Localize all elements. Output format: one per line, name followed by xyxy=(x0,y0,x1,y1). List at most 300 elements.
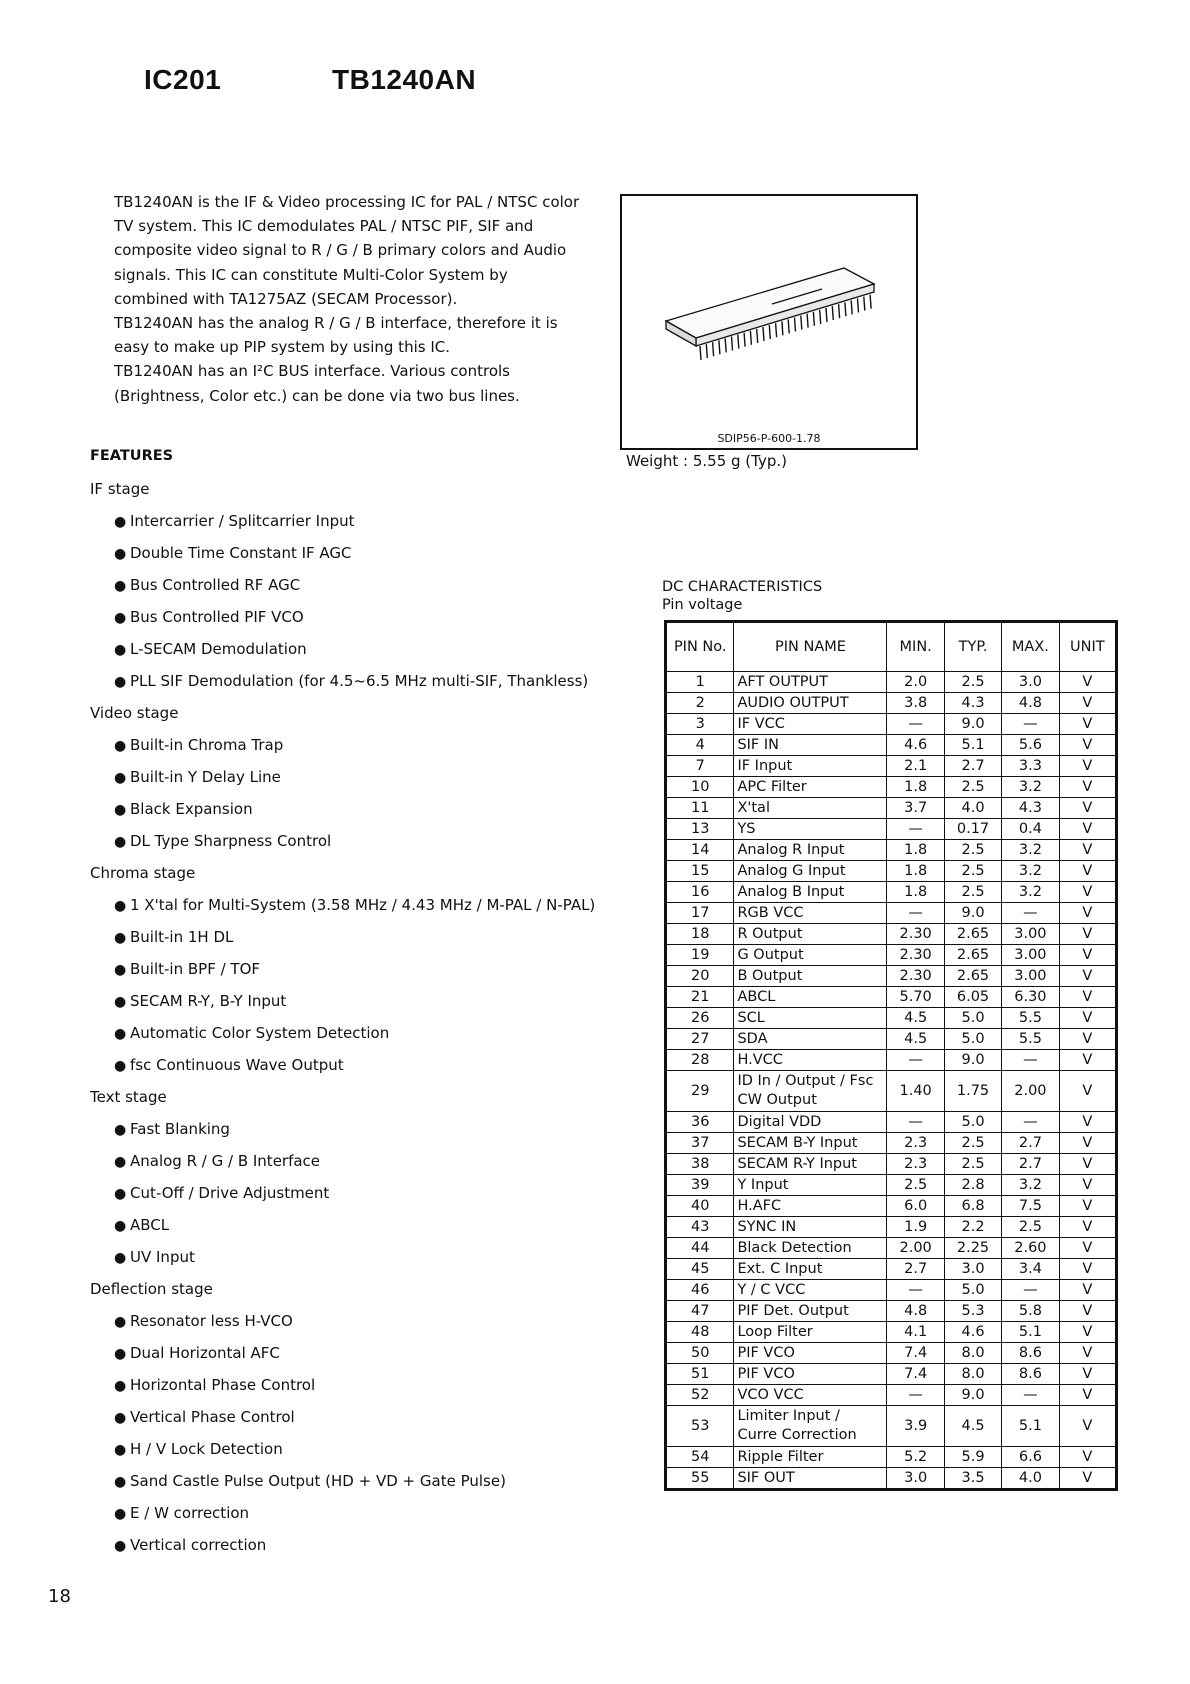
table-row xyxy=(666,1217,1117,1238)
feature-item-text: H / V Lock Detection xyxy=(130,1440,283,1458)
table-cell: — xyxy=(1002,714,1059,735)
table-cell: 4.0 xyxy=(1002,1468,1059,1490)
table-cell: 20 xyxy=(666,966,734,987)
bullet-icon: ● xyxy=(114,834,127,850)
table-cell: 37 xyxy=(666,1133,734,1154)
table-cell: V xyxy=(1059,1196,1116,1217)
table-cell: — xyxy=(887,1050,944,1071)
table-cell: 2.5 xyxy=(944,1154,1001,1175)
bullet-icon: ● xyxy=(114,802,127,818)
table-cell: 2.30 xyxy=(887,945,944,966)
table-cell: 4.6 xyxy=(887,735,944,756)
table-cell: 5.1 xyxy=(944,735,1001,756)
feature-item-text: UV Input xyxy=(130,1248,195,1266)
table-cell: 11 xyxy=(666,798,734,819)
table-cell: — xyxy=(887,819,944,840)
bullet-icon: ● xyxy=(114,1506,127,1522)
table-cell: 53 xyxy=(666,1406,734,1447)
table-cell: H.VCC xyxy=(734,1050,887,1071)
feature-item xyxy=(90,1310,650,1342)
feature-item xyxy=(90,606,650,638)
intro-paragraph: TB1240AN is the IF & Video processing IC for PAL / NTSC color TV system. This IC demodulates PAL / NTSC PIF, SIF and composite video signal to R / G / B primary colors and Audio signals. This IC can constitute Multi-Color System by combined with TA1275AZ (SECAM Processor). xyxy=(114,193,580,308)
table-cell: Y / C VCC xyxy=(734,1280,887,1301)
table-cell: V xyxy=(1059,1406,1116,1447)
table-cell: APC Filter xyxy=(734,777,887,798)
table-cell: 3.5 xyxy=(944,1468,1001,1490)
table-cell: 3.2 xyxy=(1002,861,1059,882)
bullet-icon: ● xyxy=(114,578,127,594)
table-cell: B Output xyxy=(734,966,887,987)
table-cell: 7 xyxy=(666,756,734,777)
intro-text xyxy=(114,190,584,408)
table-cell: 3.0 xyxy=(1002,672,1059,693)
feature-item-text: Horizontal Phase Control xyxy=(130,1376,316,1394)
table-cell: 1.8 xyxy=(887,861,944,882)
table-row xyxy=(666,924,1117,945)
col-unit: UNIT xyxy=(1059,622,1116,672)
table-cell: 2.65 xyxy=(944,966,1001,987)
table-row xyxy=(666,987,1117,1008)
feature-stage-heading: IF stage xyxy=(90,480,150,498)
col-pin-name: PIN NAME xyxy=(734,622,887,672)
table-cell: 5.1 xyxy=(1002,1406,1059,1447)
table-cell: AUDIO OUTPUT xyxy=(734,693,887,714)
table-cell: 5.70 xyxy=(887,987,944,1008)
feature-item-text: SECAM R-Y, B-Y Input xyxy=(130,992,287,1010)
table-cell: PIF VCO xyxy=(734,1343,887,1364)
table-cell: 9.0 xyxy=(944,714,1001,735)
table-row xyxy=(666,1175,1117,1196)
dip-package-icon xyxy=(622,196,916,426)
feature-item-text: Automatic Color System Detection xyxy=(130,1024,390,1042)
table-cell: 40 xyxy=(666,1196,734,1217)
feature-item-text: Vertical correction xyxy=(130,1536,267,1554)
bullet-icon: ● xyxy=(114,1058,127,1074)
table-cell: 50 xyxy=(666,1343,734,1364)
table-cell: V xyxy=(1059,966,1116,987)
table-cell: V xyxy=(1059,924,1116,945)
features-heading: FEATURES xyxy=(90,448,174,464)
table-row xyxy=(666,1280,1117,1301)
bullet-icon: ● xyxy=(114,1474,127,1490)
table-cell: 3.0 xyxy=(887,1468,944,1490)
table-cell: 3.0 xyxy=(944,1259,1001,1280)
table-cell: Ext. C Input xyxy=(734,1259,887,1280)
table-cell: V xyxy=(1059,1364,1116,1385)
feature-item xyxy=(90,1502,650,1534)
feature-item-text: Intercarrier / Splitcarrier Input xyxy=(130,512,355,530)
table-cell: 4 xyxy=(666,735,734,756)
table-cell: V xyxy=(1059,1385,1116,1406)
table-cell: V xyxy=(1059,777,1116,798)
feature-item-text: fsc Continuous Wave Output xyxy=(130,1056,344,1074)
feature-item-text: Resonator less H-VCO xyxy=(130,1312,293,1330)
table-row xyxy=(666,903,1117,924)
bullet-icon: ● xyxy=(114,930,127,946)
table-cell: 36 xyxy=(666,1112,734,1133)
table-cell: V xyxy=(1059,1238,1116,1259)
table-cell: 1.8 xyxy=(887,777,944,798)
feature-item xyxy=(90,894,650,926)
feature-item xyxy=(90,830,650,862)
table-cell: — xyxy=(887,1385,944,1406)
table-cell: 5.2 xyxy=(887,1447,944,1468)
table-cell: 2.0 xyxy=(887,672,944,693)
feature-item-text: PLL SIF Demodulation (for 4.5~6.5 MHz multi-SIF, Thankless) xyxy=(130,672,589,690)
table-row xyxy=(666,945,1117,966)
table-row xyxy=(666,735,1117,756)
table-cell: 39 xyxy=(666,1175,734,1196)
table-row xyxy=(666,966,1117,987)
feature-item xyxy=(90,1214,650,1246)
part-number: TB1240AN xyxy=(332,64,477,95)
table-cell: 5.5 xyxy=(1002,1029,1059,1050)
feature-item-text: 1 X'tal for Multi-System (3.58 MHz / 4.43 MHz / M-PAL / N-PAL) xyxy=(130,896,596,914)
table-cell: Ripple Filter xyxy=(734,1447,887,1468)
feature-item-text: Analog R / G / B Interface xyxy=(130,1152,321,1170)
table-cell: V xyxy=(1059,1071,1116,1112)
feature-stage-heading: Video stage xyxy=(90,704,179,722)
table-cell: 9.0 xyxy=(944,903,1001,924)
feature-item-text: DL Type Sharpness Control xyxy=(130,832,332,850)
table-cell: 46 xyxy=(666,1280,734,1301)
table-cell: YS xyxy=(734,819,887,840)
table-cell: V xyxy=(1059,882,1116,903)
package-weight: Weight : 5.55 g (Typ.) xyxy=(626,452,788,470)
table-cell: ID In / Output / Fsc CW Output xyxy=(734,1071,887,1112)
table-cell: SDA xyxy=(734,1029,887,1050)
table-cell: 3.9 xyxy=(887,1406,944,1447)
table-row xyxy=(666,693,1117,714)
table-cell: 5.0 xyxy=(944,1008,1001,1029)
table-cell: SECAM R-Y Input xyxy=(734,1154,887,1175)
bullet-icon: ● xyxy=(114,1538,127,1554)
table-row xyxy=(666,1385,1117,1406)
table-cell: 0.17 xyxy=(944,819,1001,840)
table-cell: IF VCC xyxy=(734,714,887,735)
table-row xyxy=(666,1238,1117,1259)
bullet-icon: ● xyxy=(114,1410,127,1426)
dc-heading xyxy=(662,578,822,614)
feature-stage-heading: Deflection stage xyxy=(90,1280,213,1298)
feature-item-text: Double Time Constant IF AGC xyxy=(130,544,352,562)
table-row xyxy=(666,777,1117,798)
table-cell: V xyxy=(1059,1029,1116,1050)
bullet-icon: ● xyxy=(114,1154,127,1170)
bullet-icon: ● xyxy=(114,1314,127,1330)
table-cell: Analog G Input xyxy=(734,861,887,882)
table-cell: IF Input xyxy=(734,756,887,777)
table-cell: 6.30 xyxy=(1002,987,1059,1008)
table-cell: 4.0 xyxy=(944,798,1001,819)
feature-item xyxy=(90,1470,650,1502)
table-cell: — xyxy=(1002,1050,1059,1071)
feature-item-text: ABCL xyxy=(130,1216,170,1234)
table-cell: — xyxy=(1002,903,1059,924)
feature-item-text: Bus Controlled PIF VCO xyxy=(130,608,304,626)
feature-item xyxy=(90,990,650,1022)
feature-item xyxy=(90,510,650,542)
table-cell: 4.5 xyxy=(887,1029,944,1050)
table-cell: 6.05 xyxy=(944,987,1001,1008)
feature-item xyxy=(90,542,650,574)
feature-item xyxy=(90,1022,650,1054)
bullet-icon: ● xyxy=(114,642,127,658)
feature-item-text: Cut-Off / Drive Adjustment xyxy=(130,1184,330,1202)
table-cell: 1.75 xyxy=(944,1071,1001,1112)
table-cell: 15 xyxy=(666,861,734,882)
pin-voltage-table xyxy=(664,620,1118,1491)
table-cell: 4.5 xyxy=(944,1406,1001,1447)
table-cell: 47 xyxy=(666,1301,734,1322)
table-row xyxy=(666,1050,1117,1071)
table-cell: G Output xyxy=(734,945,887,966)
table-row xyxy=(666,1071,1117,1112)
table-cell: 13 xyxy=(666,819,734,840)
feature-item xyxy=(90,670,650,702)
feature-item xyxy=(90,1246,650,1278)
table-cell: ABCL xyxy=(734,987,887,1008)
table-cell: 2.5 xyxy=(944,861,1001,882)
col-min: MIN. xyxy=(887,622,944,672)
table-cell: 2.5 xyxy=(944,777,1001,798)
table-cell: V xyxy=(1059,1343,1116,1364)
table-cell: V xyxy=(1059,840,1116,861)
table-cell: 2.00 xyxy=(1002,1071,1059,1112)
feature-item xyxy=(90,734,650,766)
table-cell: PIF VCO xyxy=(734,1364,887,1385)
table-cell: 8.0 xyxy=(944,1343,1001,1364)
table-cell: 5.0 xyxy=(944,1112,1001,1133)
bullet-icon: ● xyxy=(114,546,127,562)
table-cell: 8.6 xyxy=(1002,1364,1059,1385)
package-label: SDIP56-P-600-1.78 xyxy=(717,432,821,445)
feature-item xyxy=(90,1406,650,1438)
table-cell: 2.7 xyxy=(887,1259,944,1280)
table-cell: SCL xyxy=(734,1008,887,1029)
bullet-icon: ● xyxy=(114,1378,127,1394)
table-cell: 3.8 xyxy=(887,693,944,714)
table-cell: 21 xyxy=(666,987,734,1008)
table-cell: 4.8 xyxy=(1002,693,1059,714)
table-cell: SYNC IN xyxy=(734,1217,887,1238)
table-row xyxy=(666,1112,1117,1133)
bullet-icon: ● xyxy=(114,1122,127,1138)
table-cell: 2.5 xyxy=(944,1133,1001,1154)
table-cell: 29 xyxy=(666,1071,734,1112)
table-cell: 3.2 xyxy=(1002,840,1059,861)
table-cell: 2.2 xyxy=(944,1217,1001,1238)
intro-paragraph: TB1240AN has an I²C BUS interface. Various controls (Brightness, Color etc.) can be done via two bus lines. xyxy=(114,362,520,405)
table-cell: 7.4 xyxy=(887,1364,944,1385)
table-cell: 4.6 xyxy=(944,1322,1001,1343)
table-cell: V xyxy=(1059,798,1116,819)
table-cell: 52 xyxy=(666,1385,734,1406)
table-cell: Limiter Input / Curre Correction xyxy=(734,1406,887,1447)
table-row xyxy=(666,1406,1117,1447)
table-cell: 4.1 xyxy=(887,1322,944,1343)
table-cell: PIF Det. Output xyxy=(734,1301,887,1322)
table-cell: 2.5 xyxy=(944,672,1001,693)
table-cell: V xyxy=(1059,1133,1116,1154)
table-cell: 4.3 xyxy=(944,693,1001,714)
table-cell: V xyxy=(1059,735,1116,756)
table-cell: 2.30 xyxy=(887,924,944,945)
bullet-icon: ● xyxy=(114,738,127,754)
table-cell: — xyxy=(887,1280,944,1301)
table-cell: 3.00 xyxy=(1002,945,1059,966)
table-cell: 1.8 xyxy=(887,840,944,861)
bullet-icon: ● xyxy=(114,1026,127,1042)
table-cell: 2.7 xyxy=(1002,1154,1059,1175)
feature-item xyxy=(90,574,650,606)
table-cell: 38 xyxy=(666,1154,734,1175)
table-cell: SECAM B-Y Input xyxy=(734,1133,887,1154)
feature-item-text: Bus Controlled RF AGC xyxy=(130,576,301,594)
table-cell: V xyxy=(1059,987,1116,1008)
feature-item-text: Vertical Phase Control xyxy=(130,1408,295,1426)
table-cell: 2.3 xyxy=(887,1133,944,1154)
table-cell: 55 xyxy=(666,1468,734,1490)
table-row xyxy=(666,1133,1117,1154)
table-cell: 2.65 xyxy=(944,924,1001,945)
table-cell: Loop Filter xyxy=(734,1322,887,1343)
table-cell: 5.8 xyxy=(1002,1301,1059,1322)
table-cell: Analog B Input xyxy=(734,882,887,903)
table-cell: V xyxy=(1059,1112,1116,1133)
table-cell: 2.60 xyxy=(1002,1238,1059,1259)
feature-item-text: Built-in Chroma Trap xyxy=(130,736,284,754)
table-row xyxy=(666,1196,1117,1217)
feature-item xyxy=(90,798,650,830)
table-cell: 43 xyxy=(666,1217,734,1238)
table-cell: 8.0 xyxy=(944,1364,1001,1385)
intro-paragraph: TB1240AN has the analog R / G / B interface, therefore it is easy to make up PIP system by using this IC. xyxy=(114,314,558,357)
table-cell: 2.5 xyxy=(887,1175,944,1196)
col-max: MAX. xyxy=(1002,622,1059,672)
table-row xyxy=(666,1364,1117,1385)
col-typ: TYP. xyxy=(944,622,1001,672)
table-cell: 2.3 xyxy=(887,1154,944,1175)
table-cell: 8.6 xyxy=(1002,1343,1059,1364)
feature-item xyxy=(90,1118,650,1150)
table-row xyxy=(666,840,1117,861)
table-cell: 2.7 xyxy=(1002,1133,1059,1154)
table-cell: V xyxy=(1059,819,1116,840)
table-cell: 3.2 xyxy=(1002,882,1059,903)
feature-item-text: Sand Castle Pulse Output (HD + VD + Gate Pulse) xyxy=(130,1472,506,1490)
table-cell: 3.3 xyxy=(1002,756,1059,777)
table-cell: V xyxy=(1059,1175,1116,1196)
table-cell: 5.9 xyxy=(944,1447,1001,1468)
col-pin-no: PIN No. xyxy=(666,622,734,672)
feature-item xyxy=(90,638,650,670)
table-cell: Y Input xyxy=(734,1175,887,1196)
feature-item xyxy=(90,1150,650,1182)
bullet-icon: ● xyxy=(114,1346,127,1362)
table-cell: 51 xyxy=(666,1364,734,1385)
table-cell: 5.0 xyxy=(944,1029,1001,1050)
table-cell: V xyxy=(1059,903,1116,924)
bullet-icon: ● xyxy=(114,1218,127,1234)
table-cell: X'tal xyxy=(734,798,887,819)
feature-item-text: Dual Horizontal AFC xyxy=(130,1344,280,1362)
features-list xyxy=(90,478,650,1566)
table-cell: 2.00 xyxy=(887,1238,944,1259)
table-cell: V xyxy=(1059,1050,1116,1071)
feature-stage-heading: Text stage xyxy=(90,1088,167,1106)
feature-stage-heading: Chroma stage xyxy=(90,864,196,882)
table-cell: R Output xyxy=(734,924,887,945)
table-cell: Analog R Input xyxy=(734,840,887,861)
table-row xyxy=(666,819,1117,840)
table-cell: V xyxy=(1059,756,1116,777)
bullet-icon: ● xyxy=(114,1250,127,1266)
table-cell: 54 xyxy=(666,1447,734,1468)
table-cell: SIF IN xyxy=(734,735,887,756)
table-cell: 2.5 xyxy=(944,882,1001,903)
table-cell: 5.3 xyxy=(944,1301,1001,1322)
table-row xyxy=(666,1343,1117,1364)
table-cell: 3.2 xyxy=(1002,777,1059,798)
table-cell: 44 xyxy=(666,1238,734,1259)
feature-item xyxy=(90,958,650,990)
table-cell: 3.00 xyxy=(1002,966,1059,987)
bullet-icon: ● xyxy=(114,610,127,626)
table-cell: 1.9 xyxy=(887,1217,944,1238)
table-cell: 6.8 xyxy=(944,1196,1001,1217)
table-cell: 5.0 xyxy=(944,1280,1001,1301)
table-cell: V xyxy=(1059,672,1116,693)
table-cell: V xyxy=(1059,1217,1116,1238)
table-cell: V xyxy=(1059,1322,1116,1343)
table-cell: 9.0 xyxy=(944,1050,1001,1071)
table-cell: 0.4 xyxy=(1002,819,1059,840)
table-cell: 3 xyxy=(666,714,734,735)
table-cell: 3.00 xyxy=(1002,924,1059,945)
table-cell: 5.1 xyxy=(1002,1322,1059,1343)
bullet-icon: ● xyxy=(114,1186,127,1202)
table-cell: 2.1 xyxy=(887,756,944,777)
table-row xyxy=(666,798,1117,819)
table-cell: Digital VDD xyxy=(734,1112,887,1133)
table-cell: 6.6 xyxy=(1002,1447,1059,1468)
bullet-icon: ● xyxy=(114,1442,127,1458)
table-cell: 2.5 xyxy=(1002,1217,1059,1238)
table-row xyxy=(666,1154,1117,1175)
table-cell: 2.65 xyxy=(944,945,1001,966)
table-row xyxy=(666,1468,1117,1490)
table-cell: SIF OUT xyxy=(734,1468,887,1490)
table-cell: 4.3 xyxy=(1002,798,1059,819)
table-cell: V xyxy=(1059,1468,1116,1490)
page-number: 18 xyxy=(48,1586,71,1607)
dc-title: DC CHARACTERISTICS xyxy=(662,579,823,595)
table-row xyxy=(666,1322,1117,1343)
bullet-icon: ● xyxy=(114,674,127,690)
feature-item xyxy=(90,1054,650,1086)
table-cell: 19 xyxy=(666,945,734,966)
feature-item xyxy=(90,926,650,958)
table-cell: — xyxy=(887,714,944,735)
bullet-icon: ● xyxy=(114,962,127,978)
table-row xyxy=(666,1008,1117,1029)
table-row xyxy=(666,1259,1117,1280)
table-cell: V xyxy=(1059,1154,1116,1175)
table-cell: 1.8 xyxy=(887,882,944,903)
table-cell: VCO VCC xyxy=(734,1385,887,1406)
table-cell: 26 xyxy=(666,1008,734,1029)
